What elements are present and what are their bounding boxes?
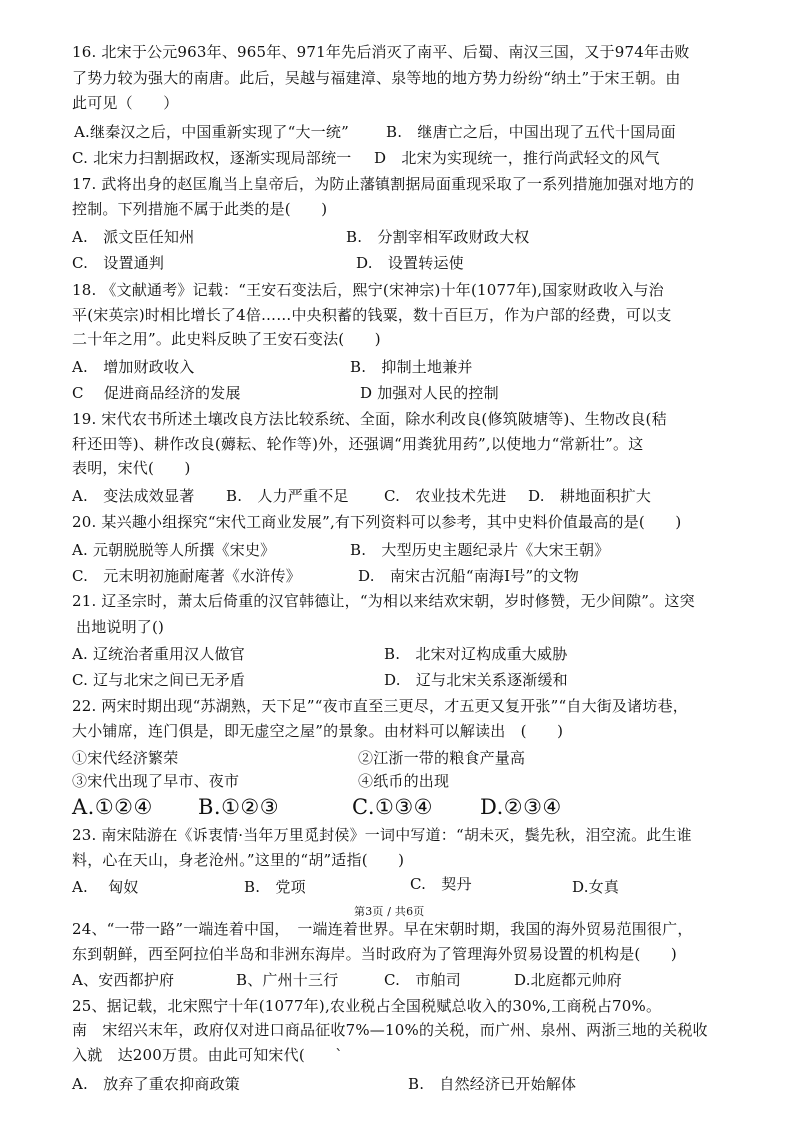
option-d[interactable]: D 加强对人民的控制 (360, 384, 499, 402)
option-b[interactable]: B、广州十三行 (236, 971, 339, 989)
option-d[interactable]: D.②③④ (480, 795, 562, 819)
option-b[interactable]: B. 自然经济已开始解体 (408, 1075, 577, 1093)
option-b[interactable]: B. 党项 (244, 878, 306, 896)
option-c[interactable]: C. 农业技术先进 (384, 487, 507, 505)
page-number: 第3页 / 共6页 (354, 905, 425, 918)
statement-4: ④纸币的出现 (358, 772, 450, 790)
option-a[interactable]: A. 匈奴 (72, 878, 139, 896)
option-d[interactable]: D. 耕地面积扩大 (528, 487, 652, 505)
option-a[interactable]: A. 变法成效显著 (72, 487, 195, 505)
statement-1: ①宋代经济繁荣 (72, 749, 179, 767)
option-d[interactable]: D 北宋为实现统一，推行尚武轻文的风气 (374, 149, 660, 167)
question-stem-line: 19. 宋代农书所述土壤改良方法比较系统、全面，除水利改良(修筑陂塘等)、生物改良(秸 (72, 410, 667, 428)
option-b[interactable]: B. 分割宰相军政财政大权 (346, 228, 530, 246)
option-a[interactable]: A. 放弃了重农抑商政策 (72, 1075, 241, 1093)
option-b[interactable]: B. 大型历史主题纪录片《大宋王朝》 (350, 541, 610, 559)
option-d[interactable]: D. 设置转运使 (356, 254, 464, 272)
option-c[interactable]: C. 北宋力扫割据政权，逐渐实现局部统一 (72, 149, 352, 167)
statement-3: ③宋代出现了早市、夜市 (72, 772, 240, 790)
question-stem-line: 东到朝鲜，西至阿拉伯半岛和非洲东海岸。当时政府为了管理海外贸易设置的机构是( ) (72, 945, 677, 963)
option-a[interactable]: A. 派文臣任知州 (72, 228, 195, 246)
option-b[interactable]: B. 抑制土地兼并 (350, 358, 473, 376)
question-stem-line: 20. 某兴趣小组探究“宋代工商业发展”,有下列资料可以参考，其中史料价值最高的是( ) (72, 513, 682, 531)
option-d[interactable]: D. 辽与北宋关系逐渐缓和 (384, 671, 568, 689)
question-stem-line: 24、“一带一路”一端连着中国， 一端连着世界。早在宋朝时期，我国的海外贸易范围很广， (72, 920, 693, 938)
question-stem-line: 了势力较为强大的南唐。此后，吴越与福建漳、泉等地的地方势力纷纷“纳土”于宋王朝。由 (72, 69, 681, 87)
question-stem-line: 21. 辽圣宗时，萧太后倚重的汉官韩德让，“为相以来结欢宋朝，岁时修赞，无少间隙”。这突 (72, 592, 695, 610)
question-stem-line: 平(宋英宗)时相比增长了4倍……中央积蓄的钱粟，数十百巨万，作为户部的经费，可以支 (72, 306, 672, 324)
question-stem-line: 南 宋绍兴末年，政府仅对进口商品征收7%—10%的关税，而广州、泉州、两浙三地的关税收 (72, 1021, 708, 1039)
question-stem-line: 18. 《文献通考》记载：“王安石变法后，熙宁(宋神宗)十年(1077年),国家财政收入与治 (72, 281, 664, 299)
option-c[interactable]: C. 市舶司 (384, 971, 461, 989)
option-c[interactable]: C. 元末明初施耐庵著《水浒传》 (72, 567, 301, 585)
option-d[interactable]: D.女真 (572, 878, 620, 896)
option-a[interactable]: A、安西都护府 (72, 971, 175, 989)
option-d[interactable]: D. 南宋古沉船“南海Ⅰ号”的文物 (358, 567, 579, 585)
option-b[interactable]: B.①②③ (198, 795, 280, 819)
question-stem-line: 控制。下列措施不属于此类的是( ) (72, 200, 328, 218)
option-c[interactable]: C. 契丹 (410, 875, 472, 893)
question-stem-line: 秆还田等)、耕作改良(薅耘、轮作等)外，还强调“用粪犹用药”,以使地力“常新壮”。这 (72, 435, 644, 453)
question-stem-line: 此可见（ ） (72, 94, 179, 112)
question-stem-line: 入就 达200万贯。由此可知宋代( ˋ (72, 1046, 343, 1064)
question-stem-line: 23. 南宋陆游在《诉衷情·当年万里觅封侯》一词中写道：“胡未灭，鬓先秋，泪空流。此生谁 (72, 826, 692, 844)
option-a[interactable]: A. 元朝脱脱等人所撰《宋史》 (72, 541, 276, 559)
option-c[interactable]: C. 辽与北宋之间已无矛盾 (72, 671, 246, 689)
question-stem-line: 出地说明了() (76, 618, 165, 636)
question-stem-line: 22. 两宋时期出现“苏湖熟，天下足”“夜市直至三更尽，才五更又复开张”“自大街及诸坊巷， (72, 697, 688, 715)
question-stem-line: 大小铺席，连门俱是，即无虚空之屋”的景象。由材料可以解读出 ( ) (72, 722, 564, 740)
option-a[interactable]: A. 增加财政收入 (72, 358, 195, 376)
option-b[interactable]: B. 北宋对辽构成重大威胁 (384, 645, 568, 663)
option-a[interactable]: A.继秦汉之后，中国重新实现了“大一统” (74, 123, 349, 141)
question-stem-line: 25、据记载，北宋熙宁十年(1077年),农业税占全国税赋总收入的30%,工商税占70%。 (72, 997, 662, 1015)
option-c[interactable]: C. 设置通判 (72, 254, 165, 272)
question-stem-line: 16. 北宋于公元963年、965年、971年先后消灭了南平、后蜀、南汉三国，又于974年击败 (72, 43, 690, 61)
option-a[interactable]: A.①②④ (72, 795, 153, 819)
option-c[interactable]: C 促进商品经济的发展 (72, 384, 241, 402)
question-stem-line: 二十年之用”。此史料反映了王安石变法( ) (72, 330, 381, 348)
statement-2: ②江浙一带的粮食产量高 (358, 749, 526, 767)
question-stem-line: 表明，宋代( ) (72, 459, 191, 477)
option-a[interactable]: A. 辽统治者重用汉人做官 (72, 645, 245, 663)
question-stem-line: 料，心在天山，身老沧州。”这里的“胡”适指( ) (72, 851, 405, 869)
option-b[interactable]: B. 继唐亡之后，中国出现了五代十国局面 (386, 123, 676, 141)
option-c[interactable]: C.①③④ (352, 795, 433, 819)
question-stem-line: 17. 武将出身的赵匡胤当上皇帝后，为防止藩镇割据局面重现采取了一系列措施加强对地方的 (72, 175, 695, 193)
option-b[interactable]: B. 人力严重不足 (226, 487, 349, 505)
option-d[interactable]: D.北庭都元帅府 (514, 971, 622, 989)
